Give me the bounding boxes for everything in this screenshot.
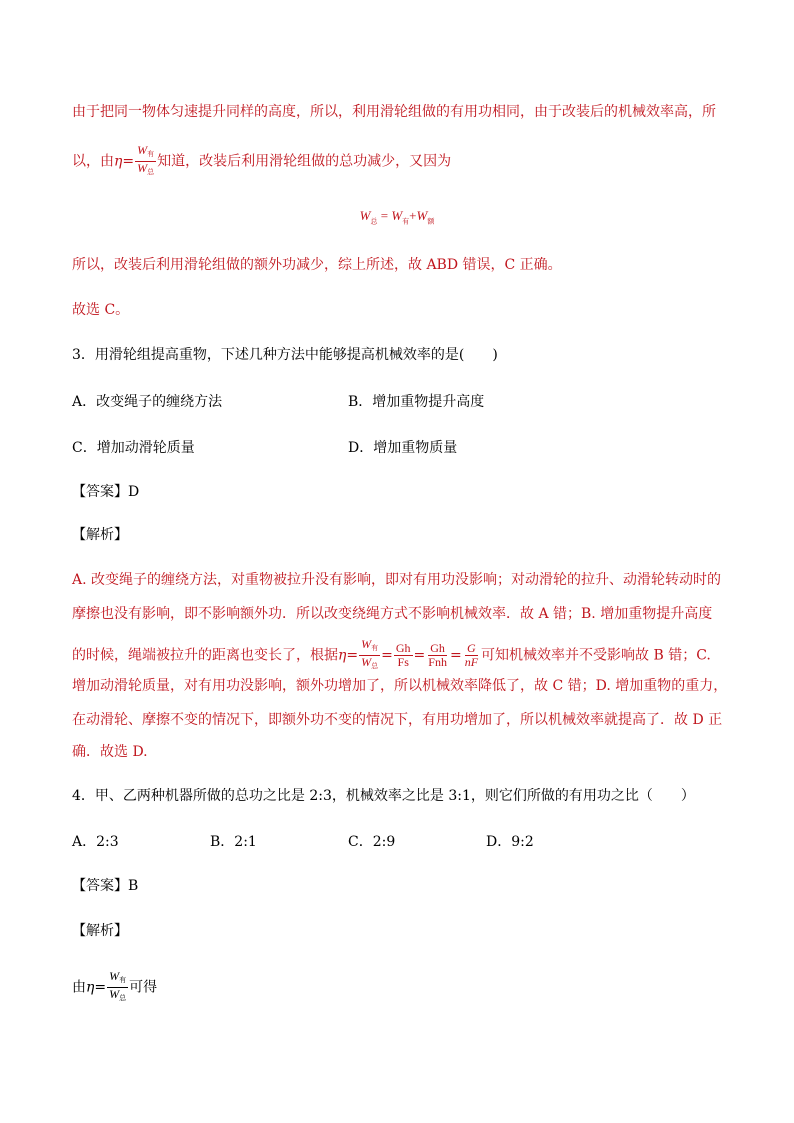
q4-stem: 4．甲、乙两种机器所做的总功之比是 2:3，机械效率之比是 3:1，则它们所做的有用功之比（ ） xyxy=(72,788,695,804)
equals-sign: = xyxy=(94,979,107,996)
efficiency-fraction xyxy=(135,144,156,179)
q4-option-d: D．9:2 xyxy=(486,834,534,850)
q3-option-c: C．增加动滑轮质量 xyxy=(72,440,195,456)
frac-denominator: Fs xyxy=(397,655,409,669)
formula-plus: + xyxy=(409,208,417,223)
p1-line1: 由于把同一物体匀速提升同样的高度，所以，利用滑轮组做的有用功相同，由于改装后的机械效率高，所 xyxy=(72,104,716,120)
formula-sub-total: 总 xyxy=(370,217,378,226)
p1-line2-pre: 以，由 xyxy=(72,153,114,170)
frac-numerator-sub: 有 xyxy=(371,644,379,652)
fraction-g-nf xyxy=(463,642,480,669)
q4-option-b: B．2:1 xyxy=(210,834,257,850)
q3-option-b: B．增加重物提升高度 xyxy=(348,394,485,410)
eta-symbol: η xyxy=(338,647,347,664)
q3-answer: 【答案】D xyxy=(72,484,140,500)
p1-line4: 故选 C。 xyxy=(72,302,130,318)
q3-analysis-line3 xyxy=(72,638,711,673)
q4-line-pre: 由 xyxy=(72,979,86,996)
q3-stem: 3．用滑轮组提高重物，下述几种方法中能够提高机械效率的是( ) xyxy=(72,347,498,363)
q3-option-a: A．改变绳子的缠绕方法 xyxy=(72,394,223,410)
equals-sign: = xyxy=(122,153,135,170)
q3-line3-post: 可知机械效率并不受影响故 B 错；C. xyxy=(481,647,711,664)
formula-w-useful: W xyxy=(391,208,403,223)
q4-line-post: 可得 xyxy=(129,979,158,996)
q3-analysis-line6: 确．故选 D. xyxy=(72,744,148,760)
p1-line2-post: 知道，改装后利用滑轮组做的总功减少，又因为 xyxy=(157,153,452,170)
frac-denominator: Fnh xyxy=(428,655,447,669)
frac-numerator: Gh xyxy=(430,641,445,655)
frac-denominator-sub: 总 xyxy=(147,168,155,176)
frac-numerator: W xyxy=(137,143,148,157)
q4-analysis-label: 【解析】 xyxy=(72,923,128,939)
frac-denominator-sub: 总 xyxy=(119,994,127,1002)
equals-sign: = xyxy=(413,647,426,664)
equals-sign: = xyxy=(381,647,393,664)
efficiency-fraction xyxy=(107,970,128,1005)
formula-sub-useful: 有 xyxy=(402,217,410,226)
q3-analysis-line4: 增加动滑轮质量，对有用功没影响，额外功增加了，所以机械效率降低了，故 C 错；D. 增加重物的重力， xyxy=(72,678,728,694)
q3-line3-pre: 的时候，绳端被拉升的距离也变长了，根据 xyxy=(72,647,338,664)
q4-option-c: C．2:9 xyxy=(348,834,396,850)
frac-numerator: W xyxy=(109,969,120,983)
equals-sign: = xyxy=(346,647,359,664)
frac-numerator: W xyxy=(361,637,372,651)
formula-w-extra: W xyxy=(416,208,428,223)
formula-equals: = xyxy=(380,208,389,223)
q3-analysis-line1: A. 改变绳子的缠绕方法，对重物被拉升没有影响，即对有用功没影响；对动滑轮的拉升、动滑轮转动时的 xyxy=(72,572,722,588)
p1-line2 xyxy=(72,144,451,179)
frac-numerator-sub: 有 xyxy=(147,150,155,158)
work-formula xyxy=(0,208,794,227)
frac-numerator: Gh xyxy=(395,641,411,655)
q4-analysis-line xyxy=(72,970,157,1005)
frac-denominator-sub: 总 xyxy=(371,662,379,670)
equals-sign: = xyxy=(449,647,462,664)
formula-sub-extra: 额 xyxy=(427,217,435,226)
eta-symbol: η xyxy=(86,979,95,996)
formula-w-total: W xyxy=(359,208,371,223)
frac-denominator: W xyxy=(361,655,372,669)
q3-option-d: D．增加重物质量 xyxy=(348,440,458,456)
frac-numerator-sub: 有 xyxy=(119,976,127,984)
eta-symbol: η xyxy=(114,153,123,170)
q3-analysis-line5: 在动滑轮、摩擦不变的情况下，即额外功不变的情况下，有用功增加了，所以机械效率就提高了．故 D 正 xyxy=(72,712,723,728)
frac-denominator: W xyxy=(109,987,120,1001)
frac-denominator: nF xyxy=(464,655,479,669)
p1-line3: 所以，改装后利用滑轮组做的额外功减少，综上所述，故 ABD 错误，C 正确。 xyxy=(72,257,562,273)
q3-analysis-line2: 摩擦也没有影响，即不影响额外功．所以改变绕绳方式不影响机械效率．故 A 错；B. 增加重物提升高度 xyxy=(72,606,713,622)
fraction-gh-fnh xyxy=(426,642,449,669)
fraction-gh-fs xyxy=(394,642,413,669)
q4-option-a: A．2:3 xyxy=(72,834,119,850)
frac-numerator: G xyxy=(467,641,476,655)
frac-denominator: W xyxy=(137,161,148,175)
q4-answer: 【答案】B xyxy=(72,878,139,894)
fraction-w xyxy=(359,638,380,673)
q3-analysis-label: 【解析】 xyxy=(72,527,128,543)
